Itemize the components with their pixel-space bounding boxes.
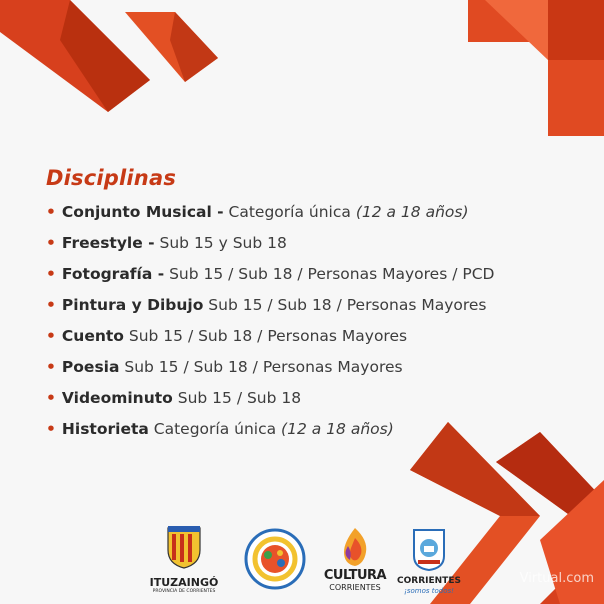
discipline-item — [46, 355, 494, 386]
discipline-name: Videominuto — [61, 389, 173, 407]
watermark: Virtual.com — [519, 571, 594, 586]
discipline-name: Pintura y Dibujo — [61, 296, 204, 314]
discipline-categories: Categoría única — [223, 203, 356, 221]
secretaria-cultura-seal-icon — [244, 528, 306, 590]
discipline-item — [46, 417, 494, 448]
discipline-categories: Sub 15 y Sub 18 — [154, 234, 287, 252]
discipline-categories: Categoría única — [148, 420, 282, 438]
top-right-shape-4 — [548, 60, 604, 136]
bullet: • — [46, 358, 56, 376]
discipline-name: Fotografía - — [61, 265, 165, 283]
discipline-age-range: (12 a 18 años) — [281, 420, 394, 438]
section-title: Disciplinas — [46, 166, 177, 190]
bullet: • — [46, 327, 56, 345]
discipline-name: Cuento — [61, 327, 124, 345]
cultura-flame-icon — [338, 526, 372, 568]
corrientes-badge-icon — [410, 526, 448, 572]
discipline-name: Conjunto Musical - — [61, 203, 224, 221]
ituzaingo-sub: PROVINCIA DE CORRIENTES — [152, 589, 216, 594]
discipline-age-range: (12 a 18 años) — [355, 203, 469, 221]
discipline-categories: Sub 15 / Sub 18 / Personas Mayores / PCD — [164, 265, 495, 283]
bullet: • — [46, 203, 56, 221]
discipline-item — [46, 386, 494, 417]
disciplines-list — [46, 200, 494, 448]
corrientes-name: CORRIENTES — [397, 576, 461, 586]
discipline-item — [46, 324, 494, 355]
discipline-name: Historieta — [61, 420, 149, 438]
discipline-item — [46, 231, 494, 262]
discipline-categories: Sub 15 / Sub 18 / Personas Mayores — [203, 296, 487, 314]
bullet: • — [46, 296, 56, 314]
corrientes-sub: ¡somos todos! — [404, 587, 454, 595]
discipline-item — [46, 200, 494, 231]
cultura-name: CULTURA — [323, 568, 387, 583]
discipline-name: Freestyle - — [61, 234, 155, 252]
ituzaingo-shield-icon — [164, 524, 204, 570]
discipline-categories: Sub 15 / Sub 18 / Personas Mayores — [123, 327, 408, 345]
bullet: • — [46, 389, 56, 407]
discipline-name: Poesia — [61, 358, 120, 376]
discipline-categories: Sub 15 / Sub 18 / Personas Mayores — [119, 358, 403, 376]
bullet: • — [46, 234, 56, 252]
discipline-item — [46, 262, 494, 293]
logos-footer — [0, 520, 604, 604]
discipline-item — [46, 293, 494, 324]
discipline-categories: Sub 15 / Sub 18 — [172, 389, 302, 407]
ituzaingo-name: ITUZAINGÓ — [149, 576, 219, 589]
bullet: • — [46, 420, 56, 438]
cultura-sub: CORRIENTES — [329, 583, 381, 592]
bullet: • — [46, 265, 56, 283]
